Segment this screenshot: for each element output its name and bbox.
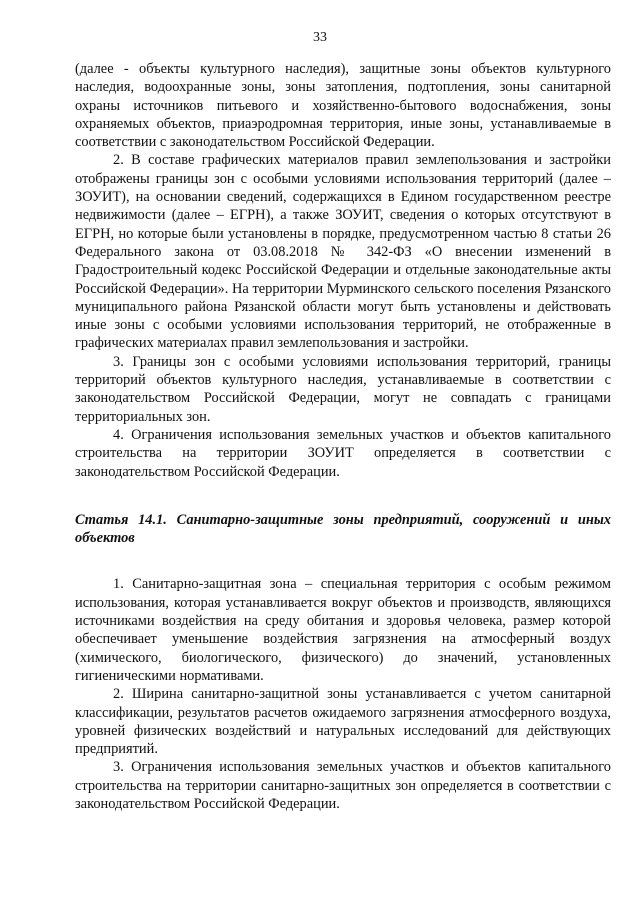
page-number: 33	[313, 30, 327, 45]
paragraph-2: 2. В составе графических материалов правил землепользования и застройки отображены границы зон с особыми условиями использования территорий (далее – ЗОУИТ), на основании сведений, содержащихся в Едином государственном реестре недвижимости (далее – ЕГРН), а также ЗОУИТ, сведения о которых отсутствуют в ЕГРН, но которые были установлены в порядке, предусмотренном частью 8 статьи 26 Федерального закона от 03.08.2018 № 342-ФЗ «О внесении изменений в Градостроительный кодекс Российской Федерации и отдельные законодательные акты Российской Федерации». На территории Мурминского сельского поселения Рязанского муниципального района Рязанской области могут быть установлены и действовать иные зоны с особыми условиями использования территорий, не отображенные в графических материалах правил землепользования и застройки.	[75, 152, 611, 352]
paragraph-3: 3. Границы зон с особыми условиями использования территорий, границы территорий объектов культурного наследия, устанавливаемые в соответствии с законодательством Российской Федерации, могут не совпадать с границами территориальных зон.	[75, 353, 611, 425]
paragraph-continuation: (далее - объекты культурного наследия), защитные зоны объектов культурного наследия, водоохранные зоны, зоны затопления, подтопления, зоны санитарной охраны источников питьевого и хозяйственно-бытового водоснабжения, зоны охраняемых объектов, приаэродромная территория, иные зоны, устанавливаемые в соответствии с законодательством Российской Федерации.	[75, 61, 611, 151]
article-paragraph-2: 2. Ширина санитарно-защитной зоны устанавливается с учетом санитарной классификации, результатов расчетов ожидаемого загрязнения атмосферного воздуха, уровней физических воздействий и натуральных исследований для действующих предприятий.	[75, 686, 611, 758]
article-paragraph-3: 3. Ограничения использования земельных участков и объектов капитального строительства на территории санитарно-защитных зон определяется в соответствии с законодательством Российской Федерации.	[75, 759, 611, 812]
article-paragraph-1: 1. Санитарно-защитная зона – специальная территория с особым режимом использования, которая устанавливается вокруг объектов и производств, являющихся источниками воздействия на среду обитания и здоровья человека, размер которой обеспечивает уменьшение воздействия загрязнения на атмосферный воздух (химического, биологического, физического) до значений, установленных гигиеническими нормативами.	[75, 576, 611, 684]
document-body	[75, 60, 611, 813]
article-heading: Статья 14.1. Санитарно-защитные зоны предприятий, сооружений и иных объектов	[75, 511, 611, 547]
paragraph-4: 4. Ограничения использования земельных участков и объектов капитального строительства на территории ЗОУИТ определяется в соответствии с законодательством Российской Федерации.	[75, 426, 611, 480]
